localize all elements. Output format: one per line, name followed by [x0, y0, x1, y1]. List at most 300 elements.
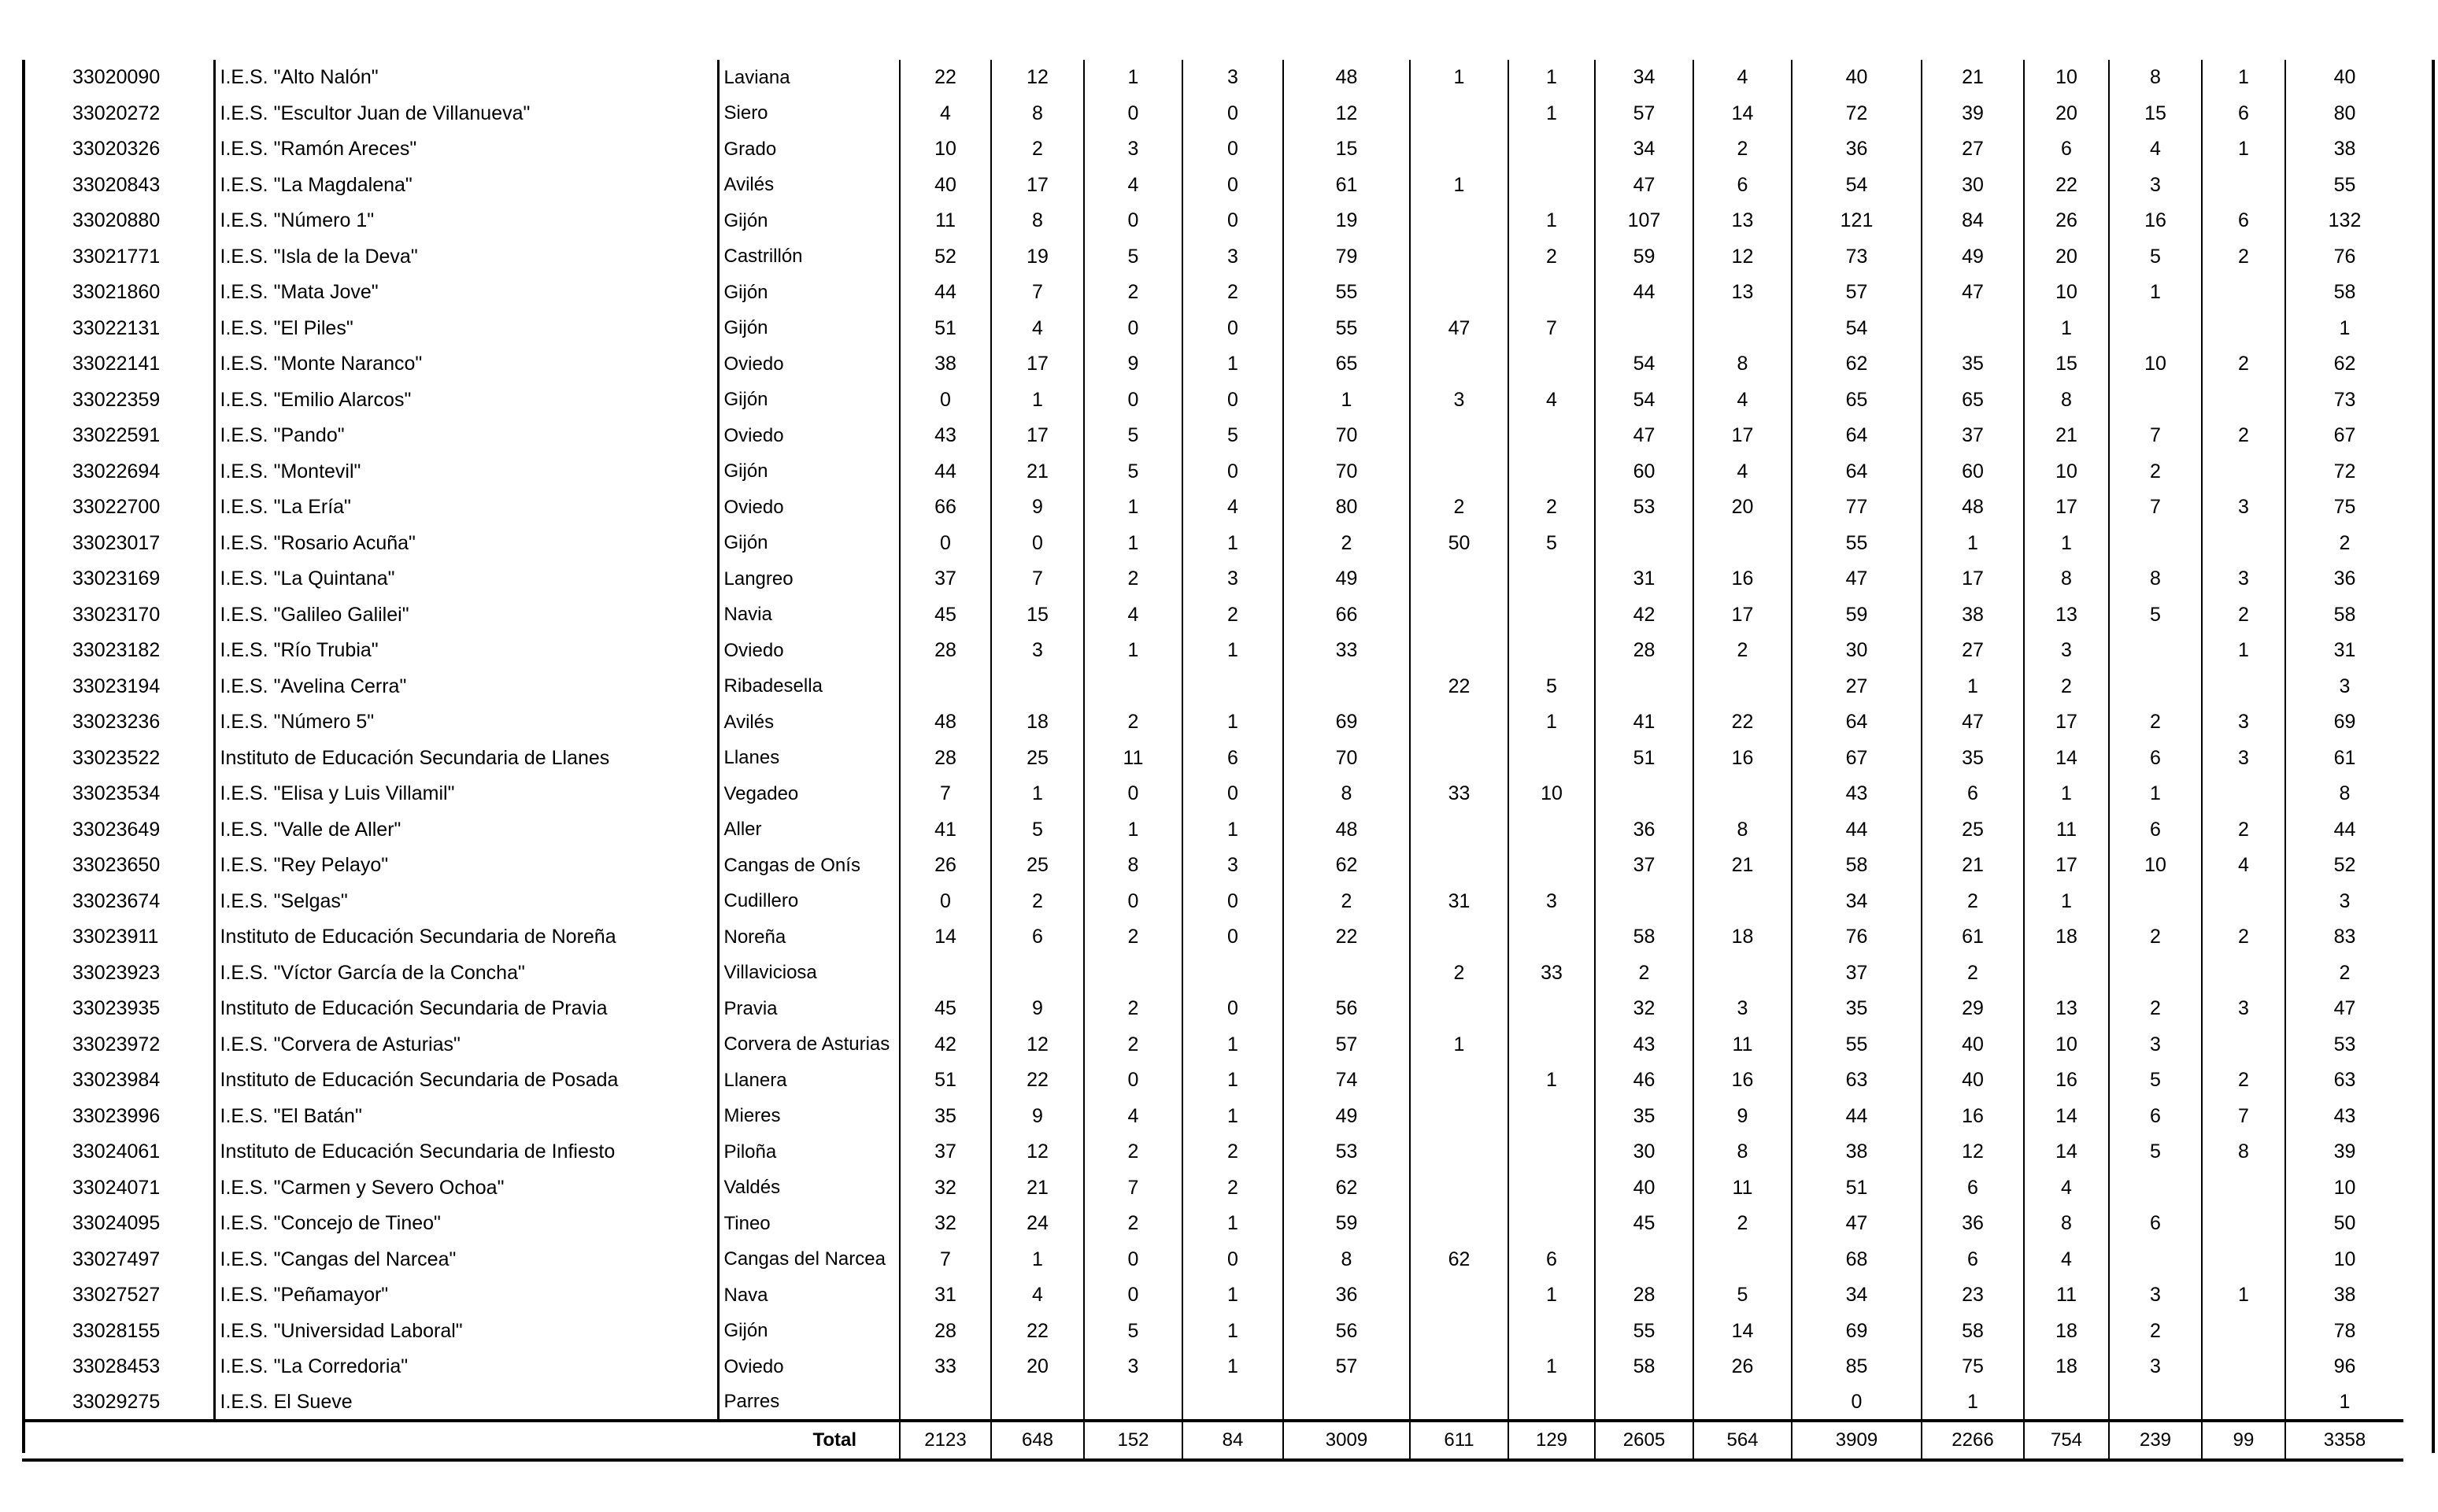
value-cell	[2202, 383, 2285, 419]
value-cell: 55	[1792, 1027, 1922, 1063]
municipality-cell: Nava	[718, 1277, 900, 1314]
value-cell: 62	[1792, 346, 1922, 383]
value-cell: 18	[991, 704, 1084, 741]
value-cell: 1	[2109, 776, 2202, 812]
value-cell: 8	[1283, 776, 1410, 812]
value-cell: 5	[1084, 239, 1182, 275]
value-cell: 70	[1283, 741, 1410, 777]
value-cell: 2	[1410, 956, 1508, 992]
value-cell: 34	[1595, 131, 1693, 168]
value-cell: 42	[1595, 597, 1693, 634]
value-cell: 13	[1693, 203, 1792, 239]
value-cell	[1410, 561, 1508, 597]
value-cell: 7	[991, 561, 1084, 597]
table-row	[22, 1099, 2403, 1135]
value-cell: 3	[2109, 1277, 2202, 1314]
value-cell: 4	[2024, 1242, 2109, 1278]
value-cell: 2	[991, 884, 1084, 920]
value-cell: 8	[1693, 346, 1792, 383]
center-code-cell: 33023674	[72, 889, 161, 912]
value-cell: 17	[2024, 704, 2109, 741]
value-cell: 5	[1508, 526, 1595, 562]
value-cell: 38	[2285, 131, 2403, 168]
value-cell: 7	[900, 1242, 991, 1278]
value-cell: 3	[1084, 1349, 1182, 1385]
value-cell: 5	[1084, 454, 1182, 490]
value-cell: 54	[1792, 311, 1922, 347]
table-row	[22, 597, 2403, 634]
value-cell: 72	[1792, 96, 1922, 132]
value-cell: 62	[1410, 1242, 1508, 1278]
value-cell: 83	[2285, 919, 2403, 956]
value-cell: 28	[900, 633, 991, 669]
municipality-cell: Oviedo	[718, 346, 900, 383]
value-cell	[1410, 633, 1508, 669]
center-name-cell: I.E.S. "El Piles"	[214, 311, 718, 347]
value-cell	[1508, 633, 1595, 669]
value-cell: 58	[1792, 848, 1922, 884]
value-cell: 0	[1182, 96, 1283, 132]
center-code-cell: 33023182	[72, 639, 161, 662]
value-cell: 1	[1084, 490, 1182, 526]
value-cell	[1410, 741, 1508, 777]
value-cell: 18	[2024, 1349, 2109, 1385]
value-cell: 21	[991, 454, 1084, 490]
value-cell: 4	[1693, 60, 1792, 96]
center-name-cell: I.E.S. "Mata Jove"	[214, 275, 718, 311]
center-code-cell: 33022141	[72, 353, 161, 375]
value-cell: 59	[1283, 1206, 1410, 1242]
value-cell: 44	[1792, 812, 1922, 848]
value-cell: 5	[2109, 597, 2202, 634]
value-cell: 30	[1595, 1134, 1693, 1170]
value-cell	[1410, 1063, 1508, 1099]
value-cell: 1	[2202, 131, 2285, 168]
value-cell	[1410, 704, 1508, 741]
value-cell: 43	[2285, 1099, 2403, 1135]
value-cell: 7	[2202, 1099, 2285, 1135]
value-cell: 55	[1283, 311, 1410, 347]
municipality-cell: Mieres	[718, 1099, 900, 1135]
table-row	[22, 848, 2403, 884]
total-value-cell: 84	[1182, 1421, 1283, 1460]
value-cell: 16	[2024, 1063, 2109, 1099]
municipality-cell: Gijón	[718, 275, 900, 311]
municipality-cell: Piloña	[718, 1134, 900, 1170]
value-cell: 27	[1922, 633, 2024, 669]
value-cell: 35	[1922, 741, 2024, 777]
value-cell	[1410, 991, 1508, 1027]
value-cell: 12	[991, 1027, 1084, 1063]
value-cell: 66	[1283, 597, 1410, 634]
center-name-cell: I.E.S. "El Batán"	[214, 1099, 718, 1135]
value-cell: 53	[2285, 1027, 2403, 1063]
value-cell: 4	[2202, 848, 2285, 884]
value-cell: 4	[1182, 490, 1283, 526]
municipality-cell: Llanes	[718, 741, 900, 777]
value-cell	[900, 1385, 991, 1421]
value-cell: 77	[1792, 490, 1922, 526]
value-cell: 7	[900, 776, 991, 812]
total-value-cell: 239	[2109, 1421, 2202, 1460]
table-row	[22, 131, 2403, 168]
value-cell: 1	[1283, 383, 1410, 419]
value-cell: 1	[1182, 526, 1283, 562]
value-cell: 22	[2024, 168, 2109, 204]
center-code-cell: 33020272	[72, 102, 161, 124]
municipality-cell: Laviana	[718, 60, 900, 96]
value-cell: 0	[1084, 203, 1182, 239]
value-cell: 10	[2285, 1242, 2403, 1278]
value-cell: 10	[900, 131, 991, 168]
center-name-cell: I.E.S. "Víctor García de la Concha"	[214, 956, 718, 992]
value-cell: 3	[2202, 704, 2285, 741]
value-cell: 26	[1693, 1349, 1792, 1385]
center-name-cell: I.E.S. "La Magdalena"	[214, 168, 718, 204]
value-cell: 11	[2024, 1277, 2109, 1314]
value-cell: 9	[1693, 1099, 1792, 1135]
value-cell: 61	[1283, 168, 1410, 204]
value-cell: 53	[1595, 490, 1693, 526]
center-code-cell: 33020880	[72, 209, 161, 232]
value-cell: 2	[2109, 1314, 2202, 1350]
total-row	[22, 1421, 2403, 1460]
value-cell: 49	[1283, 1099, 1410, 1135]
total-value-cell: 3909	[1792, 1421, 1922, 1460]
value-cell: 38	[2285, 1277, 2403, 1314]
total-value-cell: 611	[1410, 1421, 1508, 1460]
value-cell: 80	[1283, 490, 1410, 526]
value-cell: 40	[900, 168, 991, 204]
value-cell: 5	[1084, 1314, 1182, 1350]
value-cell: 1	[1508, 1277, 1595, 1314]
value-cell	[1410, 203, 1508, 239]
value-cell: 45	[900, 991, 991, 1027]
table-row	[22, 526, 2403, 562]
value-cell	[991, 956, 1084, 992]
value-cell: 40	[1792, 60, 1922, 96]
municipality-cell: Siero	[718, 96, 900, 132]
value-cell: 3	[1693, 991, 1792, 1027]
value-cell: 9	[991, 490, 1084, 526]
total-value-cell: 2605	[1595, 1421, 1693, 1460]
value-cell: 64	[1792, 454, 1922, 490]
center-code-cell: 33022591	[72, 424, 161, 447]
municipality-cell: Cangas del Narcea	[718, 1242, 900, 1278]
value-cell: 7	[1084, 1170, 1182, 1207]
center-name-cell: I.E.S. "Selgas"	[214, 884, 718, 920]
value-cell: 37	[1595, 848, 1693, 884]
value-cell: 63	[2285, 1063, 2403, 1099]
value-cell: 73	[1792, 239, 1922, 275]
value-cell: 5	[2109, 239, 2202, 275]
value-cell: 2	[1182, 1170, 1283, 1207]
center-name-cell: Instituto de Educación Secundaria de Pravia	[214, 991, 718, 1027]
center-name-cell: I.E.S. "La Corredoria"	[214, 1349, 718, 1385]
value-cell	[1410, 848, 1508, 884]
value-cell: 2	[2285, 956, 2403, 992]
value-cell: 28	[1595, 1277, 1693, 1314]
value-cell	[1410, 96, 1508, 132]
municipality-cell: Castrillón	[718, 239, 900, 275]
value-cell: 56	[1283, 991, 1410, 1027]
value-cell: 0	[1084, 1063, 1182, 1099]
center-name-cell: I.E.S. "Cangas del Narcea"	[214, 1242, 718, 1278]
value-cell: 6	[1693, 168, 1792, 204]
center-code-cell: 33024095	[72, 1212, 161, 1235]
value-cell: 3	[1410, 383, 1508, 419]
value-cell: 16	[1693, 561, 1792, 597]
value-cell	[1084, 956, 1182, 992]
value-cell: 47	[1595, 418, 1693, 454]
value-cell: 6	[2109, 1206, 2202, 1242]
value-cell: 31	[1595, 561, 1693, 597]
value-cell: 2	[1595, 956, 1693, 992]
value-cell: 2	[2285, 526, 2403, 562]
center-name-cell: I.E.S. "Rosario Acuña"	[214, 526, 718, 562]
center-name-cell: I.E.S. "Isla de la Deva"	[214, 239, 718, 275]
value-cell	[1410, 1099, 1508, 1135]
value-cell: 57	[1792, 275, 1922, 311]
value-cell: 3	[2109, 168, 2202, 204]
value-cell: 11	[1084, 741, 1182, 777]
value-cell: 1	[1508, 704, 1595, 741]
table-row	[22, 704, 2403, 741]
center-code-cell: 33027497	[72, 1248, 161, 1270]
value-cell	[1508, 168, 1595, 204]
value-cell: 55	[1283, 275, 1410, 311]
table-row	[22, 418, 2403, 454]
center-name-cell: Instituto de Educación Secundaria de Infiesto	[214, 1134, 718, 1170]
value-cell: 2	[1084, 275, 1182, 311]
value-cell: 37	[1922, 418, 2024, 454]
value-cell: 25	[1922, 812, 2024, 848]
value-cell: 1	[1508, 96, 1595, 132]
value-cell	[1508, 346, 1595, 383]
value-cell	[1508, 418, 1595, 454]
municipality-cell: Oviedo	[718, 418, 900, 454]
value-cell	[2202, 1314, 2285, 1350]
value-cell: 0	[1182, 311, 1283, 347]
value-cell	[1693, 526, 1792, 562]
value-cell: 18	[2024, 1314, 2109, 1350]
value-cell: 0	[1084, 96, 1182, 132]
total-value-cell: 754	[2024, 1421, 2109, 1460]
value-cell: 1	[1508, 203, 1595, 239]
value-cell: 70	[1283, 418, 1410, 454]
value-cell: 1	[2024, 776, 2109, 812]
value-cell	[1283, 669, 1410, 705]
value-cell: 32	[1595, 991, 1693, 1027]
value-cell: 4	[1084, 597, 1182, 634]
value-cell: 6	[1922, 1170, 2024, 1207]
value-cell: 28	[900, 1314, 991, 1350]
value-cell: 6	[1508, 1242, 1595, 1278]
value-cell: 19	[991, 239, 1084, 275]
value-cell: 0	[1182, 776, 1283, 812]
value-cell	[1410, 346, 1508, 383]
value-cell: 76	[1792, 919, 1922, 956]
value-cell: 69	[1283, 704, 1410, 741]
value-cell: 47	[1410, 311, 1508, 347]
value-cell: 30	[1792, 633, 1922, 669]
value-cell: 34	[1792, 884, 1922, 920]
value-cell: 15	[991, 597, 1084, 634]
municipality-cell: Gijón	[718, 311, 900, 347]
value-cell	[2109, 383, 2202, 419]
value-cell: 2	[2202, 597, 2285, 634]
value-cell	[1595, 1242, 1693, 1278]
value-cell: 8	[991, 96, 1084, 132]
table-row	[22, 1385, 2403, 1421]
value-cell: 0	[1084, 776, 1182, 812]
center-code-cell: 33022694	[72, 460, 161, 482]
data-table-sheet	[22, 60, 2403, 1462]
value-cell: 31	[2285, 633, 2403, 669]
table-row	[22, 561, 2403, 597]
municipality-cell: Avilés	[718, 168, 900, 204]
municipality-cell: Gijón	[718, 526, 900, 562]
value-cell	[1508, 1206, 1595, 1242]
value-cell	[1410, 239, 1508, 275]
value-cell: 12	[991, 1134, 1084, 1170]
value-cell: 2	[1084, 919, 1182, 956]
value-cell: 22	[1283, 919, 1410, 956]
value-cell: 8	[2109, 561, 2202, 597]
value-cell: 1	[1508, 60, 1595, 96]
value-cell	[2202, 1027, 2285, 1063]
value-cell: 2	[2202, 812, 2285, 848]
value-cell: 2	[1084, 561, 1182, 597]
value-cell: 2	[1922, 884, 2024, 920]
value-cell: 0	[1182, 991, 1283, 1027]
value-cell: 57	[1283, 1349, 1410, 1385]
value-cell: 1	[991, 383, 1084, 419]
value-cell: 10	[2109, 346, 2202, 383]
value-cell: 1	[1410, 60, 1508, 96]
value-cell: 7	[991, 275, 1084, 311]
value-cell: 2	[1693, 1206, 1792, 1242]
value-cell	[1508, 454, 1595, 490]
center-code-cell: 33023972	[72, 1033, 161, 1055]
value-cell: 21	[991, 1170, 1084, 1207]
center-code-cell: 33022359	[72, 388, 161, 411]
center-name-cell: I.E.S. "Emilio Alarcos"	[214, 383, 718, 419]
value-cell: 14	[2024, 741, 2109, 777]
value-cell	[1595, 526, 1693, 562]
value-cell: 38	[1922, 597, 2024, 634]
value-cell: 67	[1792, 741, 1922, 777]
value-cell	[1508, 1385, 1595, 1421]
value-cell: 1	[1084, 60, 1182, 96]
value-cell: 57	[1595, 96, 1693, 132]
value-cell: 3	[2024, 633, 2109, 669]
table-row	[22, 1063, 2403, 1099]
value-cell: 2	[2109, 991, 2202, 1027]
value-cell: 8	[991, 203, 1084, 239]
value-cell	[1508, 919, 1595, 956]
center-code-cell: 33020090	[72, 66, 161, 89]
value-cell: 29	[1922, 991, 2024, 1027]
value-cell	[1410, 1385, 1508, 1421]
table-row	[22, 669, 2403, 705]
value-cell: 59	[1792, 597, 1922, 634]
value-cell	[1182, 669, 1283, 705]
value-cell: 1	[1508, 1063, 1595, 1099]
table-row	[22, 956, 2403, 992]
value-cell: 37	[900, 561, 991, 597]
value-cell	[1508, 991, 1595, 1027]
value-cell: 15	[2109, 96, 2202, 132]
value-cell: 17	[991, 418, 1084, 454]
value-cell: 27	[1922, 131, 2024, 168]
value-cell: 5	[1084, 418, 1182, 454]
value-cell: 17	[991, 168, 1084, 204]
table-row	[22, 991, 2403, 1027]
value-cell: 1	[1084, 526, 1182, 562]
value-cell: 17	[991, 346, 1084, 383]
value-cell: 51	[1792, 1170, 1922, 1207]
value-cell: 5	[2109, 1063, 2202, 1099]
value-cell	[1508, 131, 1595, 168]
value-cell	[1410, 1206, 1508, 1242]
value-cell: 18	[2024, 919, 2109, 956]
value-cell: 3	[1182, 561, 1283, 597]
value-cell: 10	[2024, 1027, 2109, 1063]
value-cell: 3	[2202, 490, 2285, 526]
value-cell: 20	[991, 1349, 1084, 1385]
value-cell	[2202, 1349, 2285, 1385]
center-code-cell: 33029275	[72, 1390, 161, 1413]
value-cell	[2109, 1242, 2202, 1278]
value-cell: 64	[1792, 704, 1922, 741]
value-cell: 0	[1182, 203, 1283, 239]
value-cell	[2202, 1206, 2285, 1242]
value-cell: 3	[2109, 1349, 2202, 1385]
value-cell: 39	[2285, 1134, 2403, 1170]
value-cell: 2	[2202, 919, 2285, 956]
value-cell: 1	[1182, 346, 1283, 383]
value-cell: 10	[2285, 1170, 2403, 1207]
value-cell: 52	[2285, 848, 2403, 884]
value-cell	[2109, 311, 2202, 347]
value-cell: 3	[991, 633, 1084, 669]
value-cell	[1410, 1349, 1508, 1385]
center-code-cell: 33024071	[72, 1176, 161, 1199]
table-row	[22, 1277, 2403, 1314]
value-cell: 74	[1283, 1063, 1410, 1099]
value-cell: 55	[1792, 526, 1922, 562]
value-cell: 37	[900, 1134, 991, 1170]
value-cell: 4	[991, 311, 1084, 347]
value-cell: 6	[2024, 131, 2109, 168]
value-cell: 0	[1792, 1385, 1922, 1421]
value-cell: 2	[1084, 1134, 1182, 1170]
value-cell: 2	[1084, 1027, 1182, 1063]
value-cell: 12	[1693, 239, 1792, 275]
value-cell	[1508, 1170, 1595, 1207]
value-cell: 5	[1182, 418, 1283, 454]
value-cell	[2024, 1385, 2109, 1421]
value-cell: 1	[1182, 1349, 1283, 1385]
value-cell	[2202, 454, 2285, 490]
value-cell: 32	[900, 1170, 991, 1207]
value-cell	[1595, 669, 1693, 705]
center-code-cell: 33023194	[72, 675, 161, 697]
value-cell: 9	[991, 991, 1084, 1027]
value-cell: 8	[2024, 561, 2109, 597]
value-cell: 20	[2024, 96, 2109, 132]
